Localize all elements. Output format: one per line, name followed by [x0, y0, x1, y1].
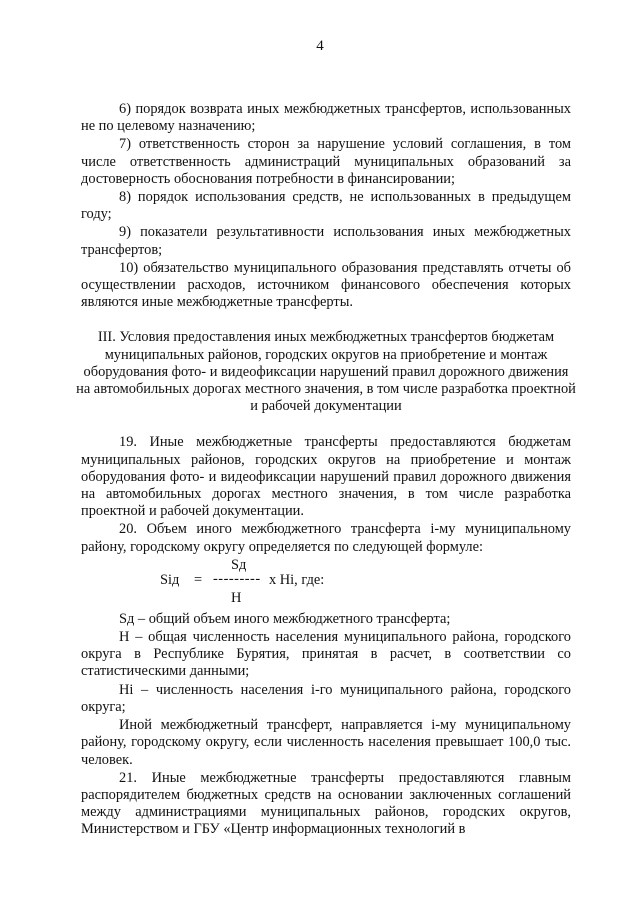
formula-numerator: Sд — [231, 556, 247, 573]
list-item-6: 6) порядок возврата иных межбюджетных трансфертов, использованных не по целевому назначению; — [81, 101, 571, 135]
formula-multiplier: х Hi, где: — [269, 571, 325, 588]
section-heading: III. Условия предоставления иных межбюджетных трансфертов бюджетам муниципальных районов, городских округов на приобретение и монтаж оборудования фото- и видеофиксации нарушений правил дорожного движения на автомобильных дорогах местного значения, в том числе разработка проектной и рабочей документации — [76, 329, 576, 415]
definition-hi: Hi – численность населения i-го муниципального района, городского округа; — [81, 681, 571, 715]
list-item-8: 8) порядок использования средств, не использованных в предыдущем году; — [81, 189, 571, 223]
list-item-7: 7) ответственность сторон за нарушение условий соглашения, в том числе ответственность администраций муниципальных образований за достоверность обоснования потребности в финансировании; — [81, 136, 571, 187]
definition-sd: Sд – общий объем иного межбюджетного трансферта; — [119, 610, 451, 627]
document-body — [76, 101, 576, 840]
formula-equals: = — [194, 571, 203, 588]
definition-h: H – общая численность населения муниципального района, городского округа в Республике Бурятия, принятая в расчет, в соответствии со статистическими данными; — [81, 629, 571, 680]
formula-fraction-bar: --------- — [213, 570, 261, 587]
formula-denominator: H — [231, 589, 242, 606]
page-number: 4 — [316, 38, 324, 54]
paragraph-19: 19. Иные межбюджетные трансферты предоставляются бюджетам муниципальных районов, городских округов на приобретение и монтаж оборудования фото- и видеофиксации нарушений правил дорожного движения на автомобильных дорогах местного значения, в том числе разработка проектной и рабочей документации. — [81, 434, 571, 520]
condition-paragraph: Иной межбюджетный трансферт, направляется i-му муниципальному району, городскому округу, если численность населения превышает 100,0 тыс. человек. — [81, 717, 571, 768]
list-item-10: 10) обязательство муниципального образования представлять отчеты об осуществлении расходов, источником финансового обеспечения которых являются иные межбюджетные трансферты. — [81, 259, 571, 311]
formula — [81, 557, 571, 609]
list-item-9: 9) показатели результативности использования иных межбюджетных трансфертов; — [81, 224, 571, 258]
paragraph-21: 21. Иные межбюджетные трансферты предоставляются главным распорядителем бюджетных средств на основании заключенных соглашений между администрациями муниципальных районов, городских округов, Министерством и ГБУ «Центр информационных технологий в — [81, 769, 571, 838]
formula-lhs: Siд — [160, 571, 180, 588]
paragraph-20: 20. Объем иного межбюджетного трансферта i-му муниципальному району, городскому округу определяется по следующей формуле: — [81, 521, 571, 555]
